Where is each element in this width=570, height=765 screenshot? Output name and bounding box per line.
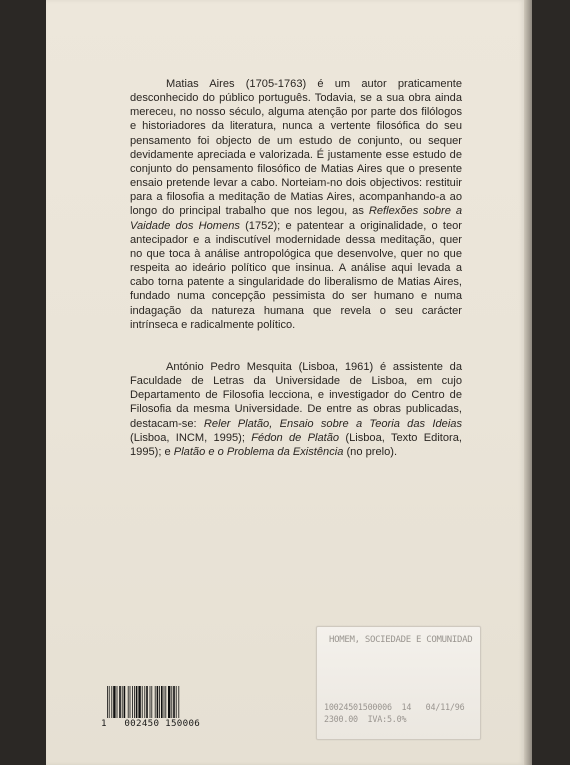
biography-paragraph (130, 360, 462, 459)
isbn-barcode (101, 686, 205, 730)
synopsis-book-title: Reflexões sobre a Vaidade dos Homens (130, 205, 462, 232)
price-sticker-price: 2300.00 IVA:5.0% (324, 714, 407, 724)
bio-text-3: (Lisboa, Texto Editora, 1995); e (130, 431, 462, 458)
cover-edge (524, 0, 532, 765)
bio-work-title-2: Fédon de Platão (251, 431, 340, 444)
bio-work-title-3: Platão e o Problema da Existência (173, 445, 344, 458)
bio-text-1: António Pedro Mesquita (Lisboa, 1961) é assistente da Faculdade de Letras da Universidade de Lisboa, em cujo Departamento de Filosofia lecciona, e investigador do Centro de Filosofia da mesma Universidade. De entre as obras publicadas, destacam-se: (130, 361, 462, 430)
synopsis-paragraph (130, 77, 462, 332)
synopsis-text-2: (1752); e patentear a originalidade, o teor antecipador e a indiscutível modernidade dessa meditação, quer no que toca à análise antropológica que desenvolve, quer no que respeita ao ideário político que insinua. A análise aqui levada a cabo torna patente a singularidade do liberalismo de Matias Aires, fundado numa concepção pessimista do ser humano e numa indagação da natureza humana que revela o seu carácter intrínseca e radicalmente político. (130, 219, 462, 331)
synopsis-text-1: Matias Aires (1705-1763) é um autor praticamente desconhecido do público português. Todavia, se a sua obra ainda mereceu, no nosso século, alguma atenção por parte dos filólogos e historiadores da literatura, nunca a vertente filosófica do seu pensamento foi objecto de um estudo de conjunto, ou sequer devidamente apreciada e valorizada. É justamente esse estudo de conjunto do pensamento filosófico de Matias Aires que o presente ensaio pretende levar a cabo. Norteiam-no dois objectivos: restituir para a filosofia a meditação de Matias Aires, acompanhando-a ao longo do principal trabalho que nos legou, as (130, 78, 462, 218)
book-synopsis (130, 77, 462, 332)
bio-work-title-1: Reler Platão, Ensaio sobre a Teoria das Ideias (203, 417, 462, 430)
barcode-number: 1 002450 150006 (101, 718, 201, 729)
bio-text-4: (no prelo). (343, 445, 398, 458)
price-sticker-title: HOMEM, SOCIEDADE E COMUNIDAD (329, 635, 473, 645)
barcode-bars-icon (107, 686, 203, 718)
bio-text-2: (Lisboa, INCM, 1995); (130, 431, 252, 444)
price-sticker-code: 10024501500006 14 04/11/96 (324, 702, 465, 712)
author-biography (130, 360, 462, 459)
price-sticker (316, 626, 481, 740)
